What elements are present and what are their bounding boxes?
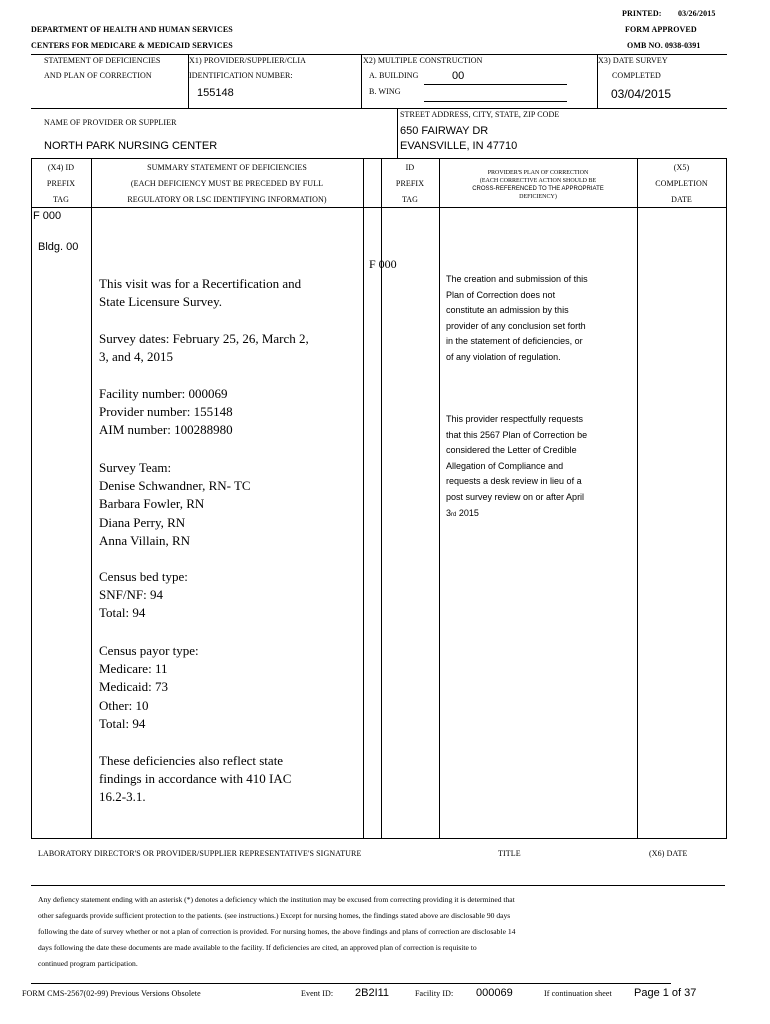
- title-label: TITLE: [498, 849, 521, 858]
- facility-id-label: Facility ID:: [415, 989, 454, 998]
- summary-para-6: Census payor type: Medicare: 11 Medicaid: 73 Other: 10 Total: 94: [99, 643, 199, 731]
- disclaimer-line-3: following the date of survey whether or not a plan of correction is provided. For nursing homes, the above findings and plans of correction are disclosable 14: [38, 927, 516, 936]
- col-plan-3: CROSS-REFERENCED TO THE APPROPRIATE: [472, 186, 604, 192]
- disclaimer-line-4: days following the date these documents are made available to the facility. If deficiencies are cited, an approved plan of correction is requisite to: [38, 943, 477, 952]
- x2-label: X2) MULTIPLE CONSTRUCTION: [363, 56, 483, 65]
- department-name: DEPARTMENT OF HEALTH AND HUMAN SERVICES: [31, 25, 233, 34]
- provider-number: 155148: [197, 87, 234, 99]
- x3-label-1: X3) DATE SURVEY: [598, 56, 668, 65]
- summary-para-5: Census bed type: SNF/NF: 94 Total: 94: [99, 569, 188, 621]
- x1-label-1: X1) PROVIDER/SUPPLIER/CLIA: [189, 56, 307, 65]
- event-id: 2B2I11: [355, 987, 390, 999]
- form-number: FORM CMS-2567(02-99) Previous Versions Obsolete: [22, 989, 201, 998]
- prefix-tag: F 000: [33, 210, 62, 222]
- form-approved: FORM APPROVED: [625, 25, 697, 34]
- centers-name: CENTERS FOR MEDICARE & MEDICAID SERVICES: [31, 41, 233, 50]
- col-x5: (X5): [673, 163, 690, 172]
- summary-para-4: Survey Team: Denise Schwandner, RN- TC Barbara Fowler, RN Diana Perry, RN Anna Villain, RN: [99, 460, 251, 548]
- plan-tag: F 000: [369, 257, 397, 271]
- building-label: A. BUILDING: [369, 71, 419, 80]
- summary-para-2: Survey dates: February 25, 26, March 2, 3, and 4, 2015: [99, 331, 309, 365]
- col-summary-3: REGULATORY OR LSC IDENTIFYING INFORMATION): [127, 195, 327, 204]
- plan-para-2: This provider respectfully requests that this 2567 Plan of Correction be considered the Letter of Credible Allegation of Compliance and requests a desk review in lieu of a post survey review on or after April: [446, 414, 588, 502]
- col-id: ID: [405, 163, 415, 172]
- building-tag: Bldg. 00: [38, 241, 79, 253]
- plan-para-1: The creation and submission of this Plan of Correction does not constitute an admission by this provider of any conclusion set forth in the statement of deficiencies, or of any violation of regulation.: [446, 274, 588, 362]
- continuation-label: If continuation sheet: [544, 989, 612, 998]
- disclaimer-line-1: Any defiency statement ending with an asterisk (*) denotes a deficiency which the institution may be excused from correcting providing it is determined that: [38, 895, 515, 904]
- city-state-zip: EVANSVILLE, IN 47710: [400, 140, 518, 152]
- page-number: Page 1 of 37: [634, 987, 697, 999]
- col-id-tag: TAG: [401, 195, 419, 204]
- col-plan-2: (EACH CORRECTIVE ACTION SHOULD BE: [479, 178, 597, 184]
- col-x4-tag: TAG: [52, 195, 70, 204]
- summary-para-1: This visit was for a Recertification and State Licensure Survey.: [99, 276, 302, 310]
- signature-label: LABORATORY DIRECTOR'S OR PROVIDER/SUPPLIER REPRESENTATIVE'S SIGNATURE: [38, 849, 362, 858]
- col-x5-date: DATE: [671, 195, 692, 204]
- provider-name: NORTH PARK NURSING CENTER: [44, 140, 218, 152]
- col-x4-id: (X4) ID: [47, 163, 75, 172]
- statement-label-2: AND PLAN OF CORRECTION: [44, 71, 152, 80]
- col-summary-2: (EACH DEFICIENCY MUST BE PRECEDED BY FULL: [130, 179, 324, 188]
- street-address: 650 FAIRWAY DR: [400, 125, 489, 137]
- x6-date-label: (X6) DATE: [649, 849, 688, 858]
- event-id-label: Event ID:: [301, 989, 334, 998]
- col-plan-4: DEFICIENCY): [519, 194, 557, 200]
- x1-label-2: IDENTIFICATION NUMBER:: [189, 71, 293, 80]
- survey-date: 03/04/2015: [611, 87, 672, 101]
- provider-name-label: NAME OF PROVIDER OR SUPPLIER: [44, 118, 177, 127]
- summary-para-7: These deficiencies also reflect state findings in accordance with 410 IAC 16.2-3.1.: [99, 753, 292, 805]
- col-id-prefix: PREFIX: [395, 179, 425, 188]
- col-x4-prefix: PREFIX: [46, 179, 76, 188]
- printed-label: PRINTED:: [622, 9, 662, 18]
- printed-date: 03/26/2015: [678, 9, 716, 18]
- plan-para-2-date: 3rd 2015: [446, 508, 479, 518]
- col-plan-1: PROVIDER'S PLAN OF CORRECTION: [487, 170, 589, 176]
- facility-id: 000069: [476, 987, 513, 999]
- summary-para-3: Facility number: 000069 Provider number: 155148 AIM number: 100288980: [99, 386, 233, 438]
- address-label: STREET ADDRESS, CITY, STATE, ZIP CODE: [400, 110, 560, 119]
- omb-number: OMB NO. 0938-0391: [627, 41, 701, 50]
- wing-label: B. WING: [369, 87, 401, 96]
- col-summary-1: SUMMARY STATEMENT OF DEFICIENCIES: [147, 163, 307, 172]
- disclaimer-line-5: continued program participation.: [38, 959, 138, 968]
- statement-label-1: STATEMENT OF DEFICIENCIES: [44, 56, 161, 65]
- building-value: 00: [452, 70, 465, 82]
- col-x5-completion: COMPLETION: [655, 179, 708, 188]
- disclaimer-line-2: other safeguards provide sufficient protection to the patients. (see instructions.) Except for nursing homes, the findings stated above are disclosable 90 days: [38, 911, 511, 920]
- x3-label-2: COMPLETED: [612, 71, 661, 80]
